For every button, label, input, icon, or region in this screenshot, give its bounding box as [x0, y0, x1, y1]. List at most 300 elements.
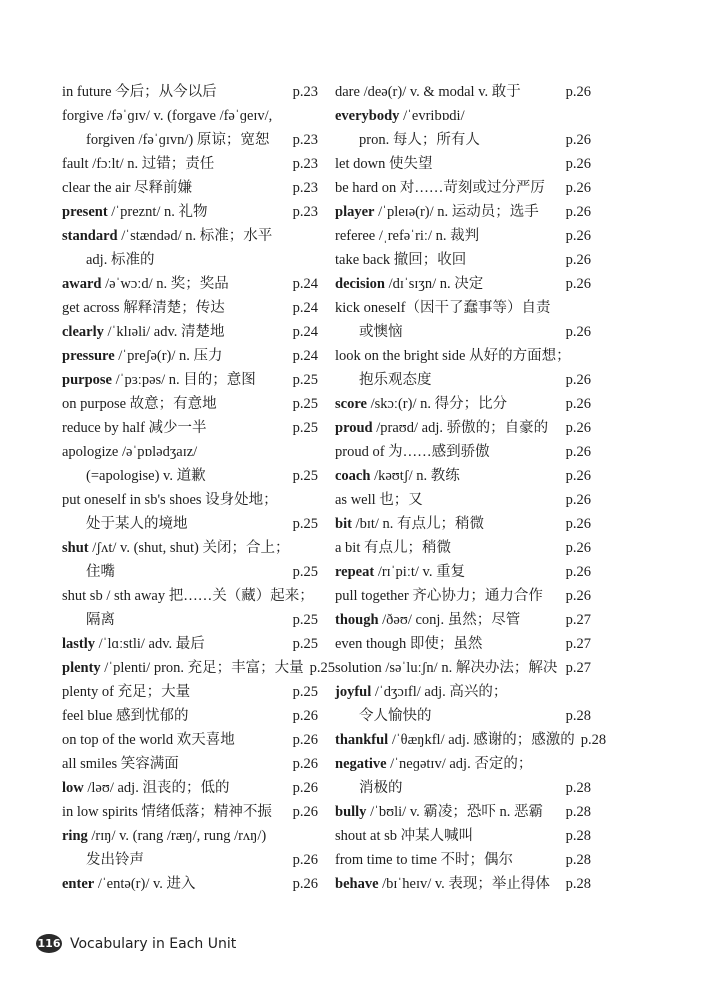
headword: shut [62, 540, 89, 556]
entry-continuation: 抱乐观态度 [359, 372, 432, 388]
vocab-entry [335, 416, 591, 440]
entry-text [335, 344, 571, 368]
entry-definition: look on the bright side 从好的方面想； [335, 348, 571, 364]
entry-continuation-line [62, 512, 318, 536]
headword: decision [335, 276, 385, 292]
vocab-entry [62, 536, 318, 584]
entry-definition: /ðəʊ/ conj. 虽然；尽管 [378, 612, 521, 628]
headword: coach [335, 468, 371, 484]
headword: purpose [62, 372, 112, 388]
vocab-entry [62, 824, 318, 872]
page-reference: p.26 [565, 228, 591, 244]
vocab-entry [335, 272, 591, 296]
entry-definition: reduce by half 减少一半 [62, 420, 207, 436]
page-reference: p.26 [292, 876, 318, 892]
page-reference: p.27 [565, 636, 591, 652]
entry-continuation: adj. 标准的 [86, 252, 155, 268]
entry-definition: /ˈpɜːpəs/ n. 目的；意图 [111, 372, 256, 388]
vocab-entry [62, 680, 318, 704]
entry-definition: feel blue 感到忧郁的 [62, 708, 189, 724]
entry-text [335, 248, 466, 272]
vocab-entry [62, 416, 318, 440]
entry-line [62, 872, 318, 896]
entry-definition: put oneself in sb's shoes 设身处地； [62, 492, 278, 508]
entry-definition: /rɪŋ/ v. (rang /ræŋ/, rung /rʌŋ/) [87, 828, 267, 844]
page-reference: p.25 [292, 636, 318, 652]
entry-line [62, 224, 318, 248]
entry-continuation-line [62, 560, 318, 584]
headword: score [335, 396, 367, 412]
entry-text [62, 800, 272, 824]
page-reference: p.26 [292, 780, 318, 796]
headword: present [62, 204, 108, 220]
entry-line [62, 680, 318, 704]
entry-definition: /ˈlɑːstli/ adv. 最后 [95, 636, 205, 652]
entry-line [62, 632, 318, 656]
vocab-entry [335, 104, 591, 152]
page-reference: p.24 [292, 324, 318, 340]
vocab-entry [335, 848, 591, 872]
entry-definition: on top of the world 欢天喜地 [62, 732, 235, 748]
vocab-entry [335, 464, 591, 488]
entry-text [335, 440, 490, 464]
page-reference: p.26 [565, 132, 591, 148]
entry-definition: /ˈpleɪə(r)/ n. 运动员；选手 [374, 204, 539, 220]
page-reference: p.28 [565, 780, 591, 796]
vocab-entry [62, 368, 318, 392]
entry-text [62, 200, 208, 224]
page-reference: p.25 [292, 516, 318, 532]
page-reference: p.25 [292, 564, 318, 580]
headword: repeat [335, 564, 375, 580]
headword: lastly [62, 636, 96, 652]
vocab-entry [62, 152, 318, 176]
entry-definition: /ˈevribɒdi/ [399, 108, 465, 124]
page-number-badge: 116 [36, 934, 62, 953]
vocab-entry [335, 584, 591, 608]
entry-line [335, 632, 591, 656]
page-reference: p.26 [565, 420, 591, 436]
entry-line [335, 80, 591, 104]
entry-definition: /ˈentə(r)/ v. 进入 [94, 876, 196, 892]
entry-text [335, 848, 513, 872]
page-footer [36, 934, 236, 953]
entry-line [335, 200, 591, 224]
vocab-entry [335, 824, 591, 848]
entry-text [62, 776, 229, 800]
entry-definition: all smiles 笑容满面 [62, 756, 179, 772]
vocab-entry [335, 440, 591, 464]
page-reference: p.26 [565, 540, 591, 556]
entry-line [62, 152, 318, 176]
entry-line [335, 440, 591, 464]
page-reference: p.25 [292, 468, 318, 484]
entry-text [62, 272, 229, 296]
vocab-entry [62, 392, 318, 416]
page-reference: p.26 [565, 396, 591, 412]
page-reference: p.25 [292, 684, 318, 700]
vocab-entry [335, 512, 591, 536]
entry-continuation: 住嘴 [86, 564, 115, 580]
section-title: Vocabulary in Each Unit [70, 935, 237, 952]
vocab-entry [335, 80, 591, 104]
vocab-entry [335, 296, 591, 344]
entry-text [335, 152, 432, 176]
entry-text [62, 392, 217, 416]
vocabulary-column-right [335, 80, 607, 896]
page-reference: p.25 [292, 396, 318, 412]
page-reference: p.28 [565, 708, 591, 724]
page-reference: p.26 [565, 324, 591, 340]
page-reference: p.25 [292, 420, 318, 436]
page-reference: p.25 [292, 372, 318, 388]
entry-line [62, 320, 318, 344]
entry-line [335, 656, 591, 680]
entry-definition: in low spirits 情绪低落；精神不振 [62, 804, 272, 820]
entry-text [335, 872, 550, 896]
entry-line [62, 800, 318, 824]
entry-definition: /dɪˈsɪʒn/ n. 决定 [384, 276, 484, 292]
entry-line [62, 416, 318, 440]
headword: everybody [335, 108, 400, 124]
page-reference: p.26 [565, 276, 591, 292]
page-reference: p.28 [565, 804, 591, 820]
headword: low [62, 780, 84, 796]
entry-definition: proud of 为……感到骄傲 [335, 444, 490, 460]
entry-text [335, 800, 543, 824]
page-reference: p.26 [565, 444, 591, 460]
entry-continuation-line [335, 368, 591, 392]
entry-text [62, 224, 272, 248]
entry-text [335, 104, 465, 128]
vocab-entry [335, 200, 591, 224]
page-reference: p.26 [565, 372, 591, 388]
entry-text [335, 608, 520, 632]
entry-line [62, 776, 318, 800]
entry-continuation: pron. 每人；所有人 [359, 132, 480, 148]
entry-continuation-line [62, 128, 318, 152]
entry-line [335, 272, 591, 296]
vocab-entry [335, 800, 591, 824]
entry-definition: get across 解释清楚；传达 [62, 300, 225, 316]
entry-line [62, 296, 318, 320]
entry-definition: /ˈplenti/ pron. 充足；丰富；大量 [100, 660, 304, 676]
entry-text [335, 752, 532, 776]
vocab-entry [62, 752, 318, 776]
page-reference: p.28 [580, 732, 607, 748]
page-reference: p.26 [292, 732, 318, 748]
entry-line [335, 824, 591, 848]
entry-definition: /ˈθæŋkfl/ adj. 感谢的；感激的 [388, 732, 575, 748]
entry-line [335, 752, 591, 776]
vocab-entry [62, 776, 318, 800]
entry-line [62, 104, 318, 128]
vocab-entry [62, 488, 318, 536]
entry-line [62, 728, 318, 752]
entry-definition: on purpose 故意；有意地 [62, 396, 217, 412]
entry-text [335, 560, 465, 584]
entry-line [62, 824, 318, 848]
vocab-entry [62, 440, 318, 488]
headword: award [62, 276, 102, 292]
entry-definition: /rɪˈpiːt/ v. 重复 [374, 564, 466, 580]
entry-text [335, 392, 507, 416]
vocab-entry [62, 704, 318, 728]
vocab-entry [62, 200, 318, 224]
vocab-entry [62, 224, 318, 272]
vocab-entry [62, 800, 318, 824]
entry-line [335, 536, 591, 560]
entry-line [62, 584, 318, 608]
headword: pressure [62, 348, 115, 364]
entry-line [335, 416, 591, 440]
vocab-entry [335, 608, 591, 632]
entry-definition: /ˈstændəd/ n. 标准；水平 [117, 228, 273, 244]
page-reference: p.23 [292, 84, 318, 100]
entry-definition: shout at sb 冲某人喊叫 [335, 828, 474, 844]
entry-line [335, 608, 591, 632]
entry-line [335, 248, 591, 272]
entry-continuation-line [335, 704, 591, 728]
page-reference: p.26 [565, 252, 591, 268]
entry-text [335, 536, 451, 560]
page-reference: p.23 [292, 204, 318, 220]
entry-line [62, 488, 318, 512]
entry-definition: /skɔː(r)/ n. 得分；比分 [366, 396, 508, 412]
entry-definition: /ʃʌt/ v. (shut, shut) 关闭；合上； [88, 540, 290, 556]
headword: plenty [62, 660, 101, 676]
entry-definition: plenty of 充足；大量 [62, 684, 191, 700]
headword: though [335, 612, 379, 628]
entry-text [62, 104, 272, 128]
entry-text [62, 440, 197, 464]
entry-line [335, 512, 591, 536]
entry-definition: pull together 齐心协力；通力合作 [335, 588, 543, 604]
entry-text [335, 488, 423, 512]
entry-line [62, 704, 318, 728]
page-reference: p.26 [565, 492, 591, 508]
vocab-entry [62, 344, 318, 368]
entry-definition: as well 也；又 [335, 492, 423, 508]
entry-text [335, 272, 483, 296]
entry-text [62, 584, 314, 608]
page-reference: p.26 [292, 708, 318, 724]
entry-definition: in future 今后；从今以后 [62, 84, 217, 100]
page-reference: p.28 [565, 852, 591, 868]
vocab-entry [62, 656, 336, 680]
entry-text [335, 584, 543, 608]
vocab-entry [335, 632, 591, 656]
entry-continuation: 隔离 [86, 612, 115, 628]
entry-continuation: 处于某人的境地 [86, 516, 188, 532]
vocab-entry [335, 560, 591, 584]
entry-definition: /praʊd/ adj. 骄傲的；自豪的 [372, 420, 549, 436]
entry-text [62, 80, 217, 104]
headword: thankful [335, 732, 389, 748]
page-reference: p.26 [565, 588, 591, 604]
entry-definition: from time to time 不时；偶尔 [335, 852, 514, 868]
page-reference: p.26 [292, 756, 318, 772]
entry-text [335, 728, 575, 752]
page-reference: p.23 [292, 156, 318, 172]
headword: proud [335, 420, 373, 436]
page-reference: p.26 [565, 84, 591, 100]
entry-definition: referee /ˌrefəˈriː/ n. 裁判 [335, 228, 480, 244]
entry-text [335, 224, 479, 248]
entry-definition: apologize /əˈpɒlədʒaɪz/ [62, 444, 198, 460]
entry-line [62, 176, 318, 200]
entry-line [335, 488, 591, 512]
entry-line [62, 344, 318, 368]
entry-text [62, 536, 289, 560]
entry-text [335, 656, 557, 680]
entry-continuation: 发出铃声 [86, 852, 144, 868]
headword: ring [62, 828, 88, 844]
page-reference: p.23 [292, 180, 318, 196]
entry-line [62, 656, 336, 680]
entry-text [62, 704, 188, 728]
entry-definition: even though 即使；虽然 [335, 636, 483, 652]
entry-line [335, 152, 591, 176]
vocab-entry [335, 392, 591, 416]
page-reference: p.26 [565, 564, 591, 580]
entry-text [335, 176, 545, 200]
page-reference: p.28 [565, 828, 591, 844]
entry-definition: be hard on 对……苛刻或过分严厉 [335, 180, 545, 196]
page-reference: p.24 [292, 300, 318, 316]
entry-line [62, 440, 318, 464]
entry-text [62, 344, 223, 368]
entry-text [62, 728, 235, 752]
entry-definition: a bit 有点儿；稍微 [335, 540, 451, 556]
entry-definition: /ˈbʊli/ v. 霸凌；恐吓 n. 恶霸 [366, 804, 544, 820]
page-reference: p.26 [565, 204, 591, 220]
entry-definition: dare /deə(r)/ v. & modal v. 敢于 [335, 84, 521, 100]
vocab-entry [335, 224, 591, 248]
entry-text [62, 152, 214, 176]
entry-text [335, 416, 548, 440]
entry-text [62, 368, 256, 392]
entry-line [335, 728, 607, 752]
page-reference: p.25 [292, 612, 318, 628]
vocab-entry [335, 344, 591, 392]
entry-text [335, 200, 539, 224]
page-reference: p.26 [292, 852, 318, 868]
entry-text [62, 752, 179, 776]
headword: clearly [62, 324, 104, 340]
entry-definition: /ˈklɪəli/ adv. 清楚地 [103, 324, 225, 340]
entry-line [62, 80, 318, 104]
entry-line [62, 536, 318, 560]
entry-text [62, 680, 190, 704]
entry-line [335, 296, 591, 320]
entry-continuation: 或懊恼 [359, 324, 403, 340]
entry-text [62, 632, 205, 656]
vocab-entry [335, 872, 591, 896]
entry-line [335, 176, 591, 200]
vocab-entry [62, 872, 318, 896]
entry-line [335, 344, 591, 368]
headword: negative [335, 756, 387, 772]
page-reference: p.24 [292, 348, 318, 364]
page-reference: p.25 [309, 660, 336, 676]
entry-text [335, 464, 460, 488]
vocab-entry [335, 680, 591, 728]
entry-definition: fault /fɔːlt/ n. 过错；责任 [62, 156, 215, 172]
entry-continuation: 令人愉快的 [359, 708, 432, 724]
entry-definition: /ˈpreznt/ n. 礼物 [107, 204, 208, 220]
headword: joyful [335, 684, 372, 700]
entry-text [335, 80, 521, 104]
entry-definition: /ləʊ/ adj. 沮丧的；低的 [83, 780, 230, 796]
headword: standard [62, 228, 118, 244]
page-reference: p.28 [565, 876, 591, 892]
entry-line [335, 848, 591, 872]
entry-line [62, 368, 318, 392]
vocab-entry [335, 752, 591, 800]
entry-line [335, 104, 591, 128]
entry-line [335, 464, 591, 488]
entry-text [62, 872, 196, 896]
entry-continuation-line [335, 320, 591, 344]
headword: bully [335, 804, 367, 820]
entry-definition: forgive /fəˈɡɪv/ v. (forgave /fəˈɡeɪv/, [62, 108, 273, 124]
entry-continuation-line [62, 248, 318, 272]
entry-continuation: forgiven /fəˈɡɪvn/) 原谅；宽恕 [86, 132, 270, 148]
vocab-entry [62, 80, 318, 104]
vocab-entry [335, 248, 591, 272]
entry-definition: /bɪˈheɪv/ v. 表现；举止得体 [378, 876, 550, 892]
entry-continuation: (=apologise) v. 道歉 [86, 468, 206, 484]
page-reference: p.24 [292, 276, 318, 292]
entry-text [335, 296, 550, 320]
entry-text [62, 176, 192, 200]
entry-text [62, 320, 225, 344]
entry-definition: solution /səˈluːʃn/ n. 解决办法；解决 [335, 660, 558, 676]
entry-continuation-line [62, 848, 318, 872]
entry-definition: take back 撤回；收回 [335, 252, 467, 268]
entry-line [335, 680, 591, 704]
entry-definition: /ˈdʒɔɪfl/ adj. 高兴的； [371, 684, 508, 700]
page-reference: p.26 [292, 804, 318, 820]
vocab-entry [62, 632, 318, 656]
entry-continuation-line [335, 776, 591, 800]
entry-line [335, 392, 591, 416]
entry-text [62, 416, 207, 440]
page-reference: p.26 [565, 516, 591, 532]
entry-definition: /kəʊtʃ/ n. 教练 [370, 468, 460, 484]
entry-definition: clear the air 尽释前嫌 [62, 180, 193, 196]
entry-line [335, 800, 591, 824]
entry-continuation-line [335, 128, 591, 152]
vocab-entry [335, 176, 591, 200]
entry-continuation-line [62, 608, 318, 632]
page-reference: p.27 [565, 612, 591, 628]
entry-line [335, 872, 591, 896]
entry-line [335, 560, 591, 584]
vocab-entry [62, 728, 318, 752]
vocabulary-column-left [62, 80, 336, 896]
entry-text [335, 512, 484, 536]
entry-line [62, 200, 318, 224]
entry-line [62, 392, 318, 416]
vocab-entry [62, 296, 318, 320]
page-reference: p.23 [292, 132, 318, 148]
vocab-entry [335, 728, 607, 752]
vocab-entry [62, 320, 318, 344]
vocab-entry [335, 152, 591, 176]
entry-definition: /ˈneɡətɪv/ adj. 否定的； [386, 756, 533, 772]
